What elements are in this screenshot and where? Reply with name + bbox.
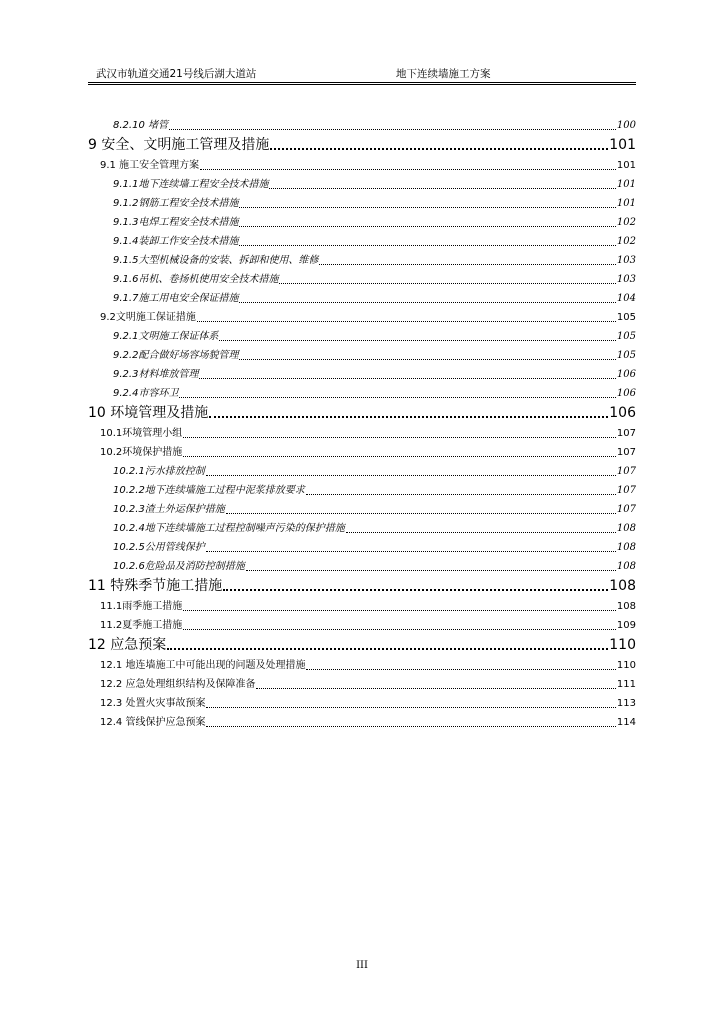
toc-entry-label: 10.2.1污水排放控制 <box>113 466 205 477</box>
toc-entry[interactable] <box>88 382 636 401</box>
toc-entry-label: 10.2.4地下连续墙施工过程控制噪声污染的保护措施 <box>113 523 345 534</box>
toc-leader-dots <box>206 474 616 476</box>
toc-entry-label: 10.2环境保护措施 <box>100 447 183 458</box>
toc-entry[interactable] <box>88 154 636 173</box>
toc-entry-page: 113 <box>616 698 636 709</box>
toc-entry[interactable] <box>88 422 636 441</box>
toc-entry-label: 9.2.2配合做好场容场貌管理 <box>113 350 239 361</box>
toc-entry[interactable] <box>88 614 636 633</box>
toc-leader-dots <box>200 168 616 170</box>
toc-entry-label: 9.2.1文明施工保证体系 <box>113 331 219 342</box>
table-of-contents <box>88 114 636 730</box>
toc-leader-dots <box>226 512 616 514</box>
toc-entry-page: 106 <box>616 388 636 399</box>
toc-entry-page: 109 <box>616 620 636 631</box>
toc-entry[interactable] <box>88 555 636 574</box>
toc-entry[interactable] <box>88 363 636 382</box>
toc-entry-page: 108 <box>609 578 636 594</box>
toc-entry-label: 10.2.2地下连续墙施工过程中泥浆排放要求 <box>113 485 305 496</box>
toc-entry-label: 12.3 处置火灾事故预案 <box>100 698 206 709</box>
toc-entry[interactable] <box>88 692 636 711</box>
toc-entry[interactable] <box>88 536 636 555</box>
toc-entry-label: 11 特殊季节施工措施 <box>88 578 223 594</box>
header-rule <box>88 82 636 85</box>
toc-entry[interactable] <box>88 517 636 536</box>
toc-entry[interactable] <box>88 441 636 460</box>
toc-entry-page: 103 <box>616 274 636 285</box>
toc-entry[interactable] <box>88 574 636 595</box>
toc-entry-page: 107 <box>616 466 636 477</box>
page-number: III <box>356 960 368 971</box>
toc-entry[interactable] <box>88 211 636 230</box>
toc-leader-dots <box>246 569 616 571</box>
toc-entry-page: 100 <box>616 120 636 131</box>
toc-leader-dots <box>239 206 615 208</box>
toc-entry-page: 104 <box>616 293 636 304</box>
header-document-title: 地下连续墙施工方案 <box>396 68 491 80</box>
toc-entry-label: 9.1.4装卸工作安全技术措施 <box>113 236 239 247</box>
toc-leader-dots <box>209 415 608 418</box>
toc-entry-page: 105 <box>616 312 636 323</box>
toc-entry-page: 106 <box>616 369 636 380</box>
toc-entry-label: 10.1环境管理小组 <box>100 428 183 439</box>
toc-entry-label: 9.1.1地下连续墙工程安全技术措施 <box>113 179 269 190</box>
toc-entry-label: 9.1.5大型机械设备的安装、拆卸和使用、维修 <box>113 255 319 266</box>
toc-entry[interactable] <box>88 192 636 211</box>
toc-leader-dots <box>346 531 616 533</box>
toc-entry-page: 108 <box>616 601 636 612</box>
toc-entry[interactable] <box>88 673 636 692</box>
toc-entry-label: 8.2.10 堵管 <box>113 120 168 131</box>
toc-entry-page: 110 <box>609 637 636 653</box>
toc-leader-dots <box>183 609 616 611</box>
toc-entry-label: 9.1 施工安全管理方案 <box>100 160 200 171</box>
toc-leader-dots <box>239 225 615 227</box>
toc-leader-dots <box>239 301 615 303</box>
toc-leader-dots <box>269 187 615 189</box>
toc-entry-label: 10.2.6危险品及消防控制措施 <box>113 561 245 572</box>
toc-entry-label: 12.2 应急处理组织结构及保障准备 <box>100 679 256 690</box>
toc-leader-dots <box>199 377 615 379</box>
toc-entry-label: 9 安全、文明施工管理及措施 <box>88 137 270 153</box>
toc-leader-dots <box>183 628 616 630</box>
toc-entry[interactable] <box>88 230 636 249</box>
toc-leader-dots <box>206 725 615 727</box>
toc-leader-dots <box>197 320 616 322</box>
toc-entry[interactable] <box>88 133 636 154</box>
toc-entry-page: 103 <box>616 255 636 266</box>
toc-entry-label: 9.1.2钢筋工程安全技术措施 <box>113 198 239 209</box>
toc-leader-dots <box>183 455 616 457</box>
toc-entry[interactable] <box>88 654 636 673</box>
toc-leader-dots <box>183 436 616 438</box>
toc-entry-page: 108 <box>616 561 636 572</box>
toc-entry[interactable] <box>88 633 636 654</box>
toc-entry[interactable] <box>88 173 636 192</box>
toc-leader-dots <box>306 493 616 495</box>
toc-entry-label: 9.1.6吊机、卷扬机使用安全技术措施 <box>113 274 279 285</box>
toc-entry-page: 110 <box>616 660 636 671</box>
toc-entry-label: 12.1 地连墙施工中可能出现的问题及处理措施 <box>100 660 306 671</box>
toc-entry-label: 10 环境管理及措施 <box>88 405 209 421</box>
toc-leader-dots <box>239 358 615 360</box>
toc-entry[interactable] <box>88 306 636 325</box>
toc-entry-page: 111 <box>616 679 636 690</box>
toc-entry[interactable] <box>88 498 636 517</box>
toc-entry-page: 108 <box>616 542 636 553</box>
toc-leader-dots <box>239 244 615 246</box>
toc-entry[interactable] <box>88 114 636 133</box>
toc-leader-dots <box>206 706 615 708</box>
toc-entry-label: 10.2.3渣土外运保护措施 <box>113 504 225 515</box>
toc-leader-dots <box>270 147 608 150</box>
toc-entry[interactable] <box>88 401 636 422</box>
toc-entry-page: 114 <box>616 717 636 728</box>
toc-entry[interactable] <box>88 460 636 479</box>
toc-leader-dots <box>256 687 615 689</box>
toc-entry-page: 102 <box>616 236 636 247</box>
toc-entry-label: 9.2文明施工保证措施 <box>100 312 196 323</box>
page-header <box>88 62 636 82</box>
toc-entry-page: 107 <box>616 504 636 515</box>
toc-leader-dots <box>179 396 615 398</box>
toc-entry-page: 108 <box>616 523 636 534</box>
toc-entry[interactable] <box>88 595 636 614</box>
toc-entry-label: 11.1雨季施工措施 <box>100 601 183 612</box>
toc-entry-page: 101 <box>616 179 636 190</box>
toc-entry-label: 12.4 管线保护应急预案 <box>100 717 206 728</box>
toc-entry-label: 9.2.3材料堆放管理 <box>113 369 199 380</box>
toc-entry-label: 11.2夏季施工措施 <box>100 620 183 631</box>
toc-entry[interactable] <box>88 479 636 498</box>
toc-leader-dots <box>169 128 616 130</box>
toc-entry-page: 106 <box>609 405 636 421</box>
toc-entry-label: 9.1.7施工用电安全保证措施 <box>113 293 239 304</box>
toc-entry-page: 107 <box>616 447 636 458</box>
toc-entry[interactable] <box>88 711 636 730</box>
toc-leader-dots <box>279 282 615 284</box>
toc-entry-label: 9.2.4市容环卫 <box>113 388 179 399</box>
toc-entry[interactable] <box>88 268 636 287</box>
toc-entry-page: 105 <box>616 350 636 361</box>
toc-entry[interactable] <box>88 249 636 268</box>
toc-entry-page: 107 <box>616 428 636 439</box>
header-project-title: 武汉市轨道交通21号线后湖大道站 <box>96 68 257 80</box>
toc-leader-dots <box>306 668 615 670</box>
toc-entry[interactable] <box>88 287 636 306</box>
toc-leader-dots <box>219 339 615 341</box>
toc-leader-dots <box>319 263 615 265</box>
toc-entry-page: 101 <box>616 160 636 171</box>
toc-entry-label: 9.1.3电焊工程安全技术措施 <box>113 217 239 228</box>
toc-entry-page: 101 <box>616 198 636 209</box>
toc-entry-label: 10.2.5公用管线保护 <box>113 542 205 553</box>
toc-entry-page: 107 <box>616 485 636 496</box>
toc-entry-page: 101 <box>609 137 636 153</box>
toc-entry[interactable] <box>88 325 636 344</box>
toc-entry[interactable] <box>88 344 636 363</box>
toc-entry-page: 105 <box>616 331 636 342</box>
toc-leader-dots <box>223 588 608 591</box>
toc-entry-page: 102 <box>616 217 636 228</box>
toc-entry-label: 12 应急预案 <box>88 637 167 653</box>
toc-leader-dots <box>206 550 616 552</box>
toc-leader-dots <box>167 647 608 650</box>
